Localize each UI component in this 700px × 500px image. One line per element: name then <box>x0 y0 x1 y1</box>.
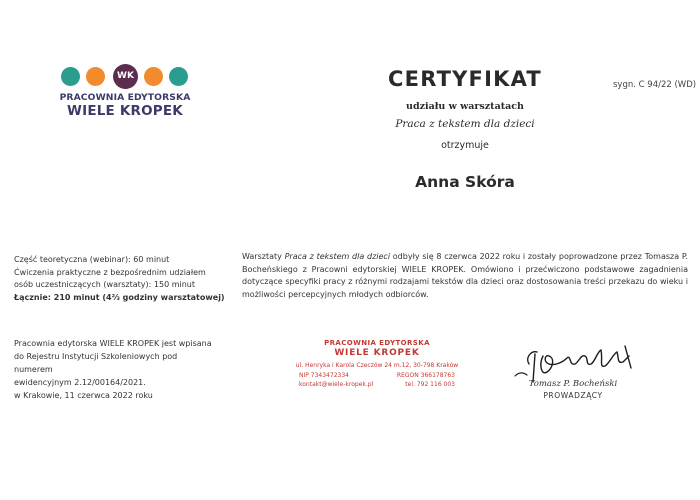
company-stamp <box>293 339 461 390</box>
workshop-description <box>242 251 688 301</box>
signer-role: PROWADZĄCY <box>543 391 603 400</box>
registry-note <box>14 337 214 389</box>
description-prefix: Warsztaty <box>242 252 285 261</box>
certificate-title: CERTYFIKAT <box>388 67 542 91</box>
reference-number: sygn. C 94/22 (WD) <box>613 80 697 90</box>
logo-dots <box>59 64 189 90</box>
stamp-line2: WIELE KROPEK <box>334 348 420 358</box>
receives-label: otrzymuje <box>441 140 489 151</box>
logo-dot-teal-right <box>169 67 188 86</box>
description-text: odbyły się 8 czerwca 2022 roku i zostały poprowadzone przez Tomasza P. Bocheńskiego z Pracowni edytorskiej WIELE KROPEK. Omówiono i przećwiczono podstawowe zagadnienia dotyczące specyfiki pracy z różnymi rodzajami tekstów dla dzieci oraz dostosowania treści przekazu do wieku i możliwości percepcyjnych młodych odbiorców. <box>242 252 688 299</box>
hours-practice-line2: osób uczestniczących (warsztaty): 150 minut <box>14 280 196 289</box>
stamp-address: ul. Henryka i Karola Czeczów 24 m.12, 30-798 Kraków <box>295 362 459 369</box>
stamp-email: kontakt@wiele-kropek.pl <box>299 381 374 388</box>
logo-dot-orange-right <box>144 67 163 86</box>
organization-logo <box>55 62 195 122</box>
logo-text-line2: WIELE KROPEK <box>67 103 183 119</box>
registry-line2: do Rejestru Instytucji Szkoleniowych pod numerem <box>14 352 178 374</box>
stamp-line1: PRACOWNIA EDYTORSKA <box>324 339 430 347</box>
logo-monogram: WK <box>113 64 138 89</box>
stamp-nip: NIP 7343472334 <box>299 371 349 379</box>
hours-total: Łącznie: 210 minut (4⅔ godziny warsztatowej) <box>14 292 225 302</box>
hours-practice-line1: Ćwiczenia praktyczne z bezpośrednim udziałem <box>14 267 206 277</box>
registry-line3: ewidencyjnym 2.12/00164/2021. <box>14 378 146 387</box>
recipient-name: Anna Skóra <box>415 173 515 191</box>
description-workshop-title: Praca z tekstem dla dzieci <box>284 252 391 261</box>
logo-dot-teal-left <box>61 67 80 86</box>
workshop-name: Praca z tekstem dla dzieci <box>395 118 535 130</box>
registry-line1: Pracownia edytorska WIELE KROPEK jest wpisana <box>14 339 212 348</box>
signer-name: Tomasz P. Bocheński <box>528 379 618 389</box>
logo-text-line1: PRACOWNIA EDYTORSKA <box>59 92 191 103</box>
place-and-date: w Krakowie, 11 czerwca 2022 roku <box>14 391 153 400</box>
hours-summary <box>14 254 239 304</box>
hours-theory: Część teoretyczna (webinar): 60 minut <box>14 255 170 264</box>
certificate-subtitle: udziału w warsztatach <box>406 101 524 112</box>
stamp-phone: tel. 792 116 003 <box>405 381 455 388</box>
stamp-regon: REGON 366178763 <box>396 371 455 379</box>
logo-dot-orange-left <box>86 67 105 86</box>
